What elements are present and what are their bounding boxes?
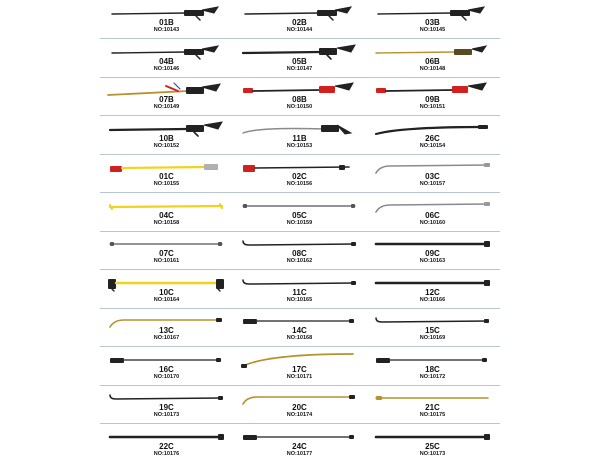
product-code: 05C [292,210,307,220]
product-number: NO:10143 [153,27,180,33]
product-number: NO:10173 [153,412,180,418]
product-code: 02B [292,18,307,27]
product-code: 06B [425,56,440,66]
product-code: 03C [425,172,440,181]
product-item[interactable] [366,156,499,192]
product-number: NO:10148 [419,65,446,72]
product-number: NO:10150 [286,104,313,110]
product-item[interactable] [233,233,366,269]
product-code: 22C [159,441,174,451]
product-item[interactable] [100,156,233,192]
product-item[interactable] [366,233,499,269]
product-code: 08B [292,95,307,104]
product-code: 17C [292,364,307,374]
catalog-row [100,195,500,232]
product-number: NO:10157 [419,181,446,187]
product-number: NO:10162 [286,258,313,264]
product-item[interactable] [100,79,233,115]
product-item[interactable] [100,387,233,423]
product-item[interactable] [100,195,233,231]
product-item[interactable] [366,79,499,115]
product-code: 08C [292,249,307,258]
catalog-row [100,349,500,386]
product-item[interactable] [366,195,499,231]
product-item[interactable] [100,310,233,346]
product-item[interactable] [233,79,366,115]
product-item[interactable] [366,41,499,77]
product-item[interactable] [366,118,499,154]
product-number: NO:10166 [419,296,446,303]
product-item[interactable] [366,272,499,308]
product-code: 09B [425,95,440,104]
product-number: NO:10147 [286,65,313,72]
product-item[interactable] [100,233,233,269]
catalog-row [100,233,500,270]
product-item[interactable] [100,118,233,154]
product-number: NO:10164 [153,296,180,303]
product-item[interactable] [233,195,366,231]
product-number: NO:10155 [153,181,180,187]
product-code: 21C [425,403,440,412]
product-code: 10B [159,133,174,143]
product-item[interactable] [100,41,233,77]
product-number: NO:10176 [153,450,180,457]
catalog-row [100,41,500,78]
product-code: 03B [425,18,440,27]
product-code: 12C [425,287,440,297]
product-number: NO:10177 [286,450,313,457]
catalog-row [100,310,500,347]
product-code: 01C [159,172,174,181]
catalog-row [100,2,500,39]
catalog-row [100,272,500,309]
product-number: NO:10158 [153,219,180,226]
product-item[interactable] [366,2,499,38]
product-code: 18C [425,364,440,374]
catalog-row [100,156,500,193]
product-number: NO:10169 [419,335,446,341]
product-number: NO:10159 [286,219,313,226]
catalog-row [100,387,500,424]
product-item[interactable] [366,387,499,423]
product-number: NO:10145 [419,27,446,33]
product-item[interactable] [233,156,366,192]
product-code: 09C [425,249,440,258]
product-item[interactable] [233,2,366,38]
product-item[interactable] [100,426,233,462]
product-code: 11B [292,133,307,143]
product-number: NO:10146 [153,65,180,72]
product-number: NO:10167 [153,335,180,341]
product-code: 01B [159,18,174,27]
product-number: NO:10152 [153,142,180,149]
product-number: NO:10175 [419,412,446,418]
product-item[interactable] [100,2,233,38]
product-number: NO:10156 [286,181,313,187]
product-code: 20C [292,403,307,412]
product-item[interactable] [233,310,366,346]
product-number: NO:10149 [153,104,180,110]
product-number: NO:10161 [153,258,180,264]
product-code: 06C [425,210,440,220]
product-item[interactable] [233,118,366,154]
product-number: NO:10153 [286,142,313,149]
product-code: 24C [292,441,307,451]
product-item[interactable] [233,41,366,77]
product-number: NO:10174 [286,412,313,418]
product-code: 25C [425,441,440,451]
product-item[interactable] [366,310,499,346]
catalog-row [100,79,500,116]
catalog-row [100,118,500,155]
product-number: NO:10165 [286,296,313,303]
product-code: 15C [425,326,440,335]
product-item[interactable] [100,349,233,385]
product-item[interactable] [233,272,366,308]
product-code: 16C [159,364,174,374]
product-code: 04B [159,56,174,66]
product-item[interactable] [100,272,233,308]
product-number: NO:10168 [286,335,313,341]
catalog-row [100,426,500,462]
product-code: 11C [292,287,307,297]
product-item[interactable] [233,387,366,423]
product-item[interactable] [233,426,366,462]
product-item[interactable] [233,349,366,385]
product-number: NO:10173 [419,450,446,457]
product-code: 26C [425,133,440,143]
product-code: 04C [159,210,174,220]
product-code: 07B [159,95,174,104]
product-code: 13C [159,326,174,335]
product-item[interactable] [366,426,499,462]
product-catalog [100,2,500,464]
product-number: NO:10172 [419,373,446,380]
product-number: NO:10163 [419,258,446,264]
product-number: NO:10144 [286,27,313,33]
product-number: NO:10170 [153,373,180,380]
product-code: 07C [159,249,174,258]
product-code: 14C [292,326,307,335]
product-number: NO:10160 [419,219,446,226]
product-code: 05B [292,56,307,66]
product-number: NO:10154 [419,142,446,149]
product-code: 02C [292,172,307,181]
product-code: 10C [159,287,174,297]
product-item[interactable] [366,349,499,385]
product-code: 19C [159,403,174,412]
product-number: NO:10171 [286,373,313,380]
product-number: NO:10151 [419,104,446,110]
